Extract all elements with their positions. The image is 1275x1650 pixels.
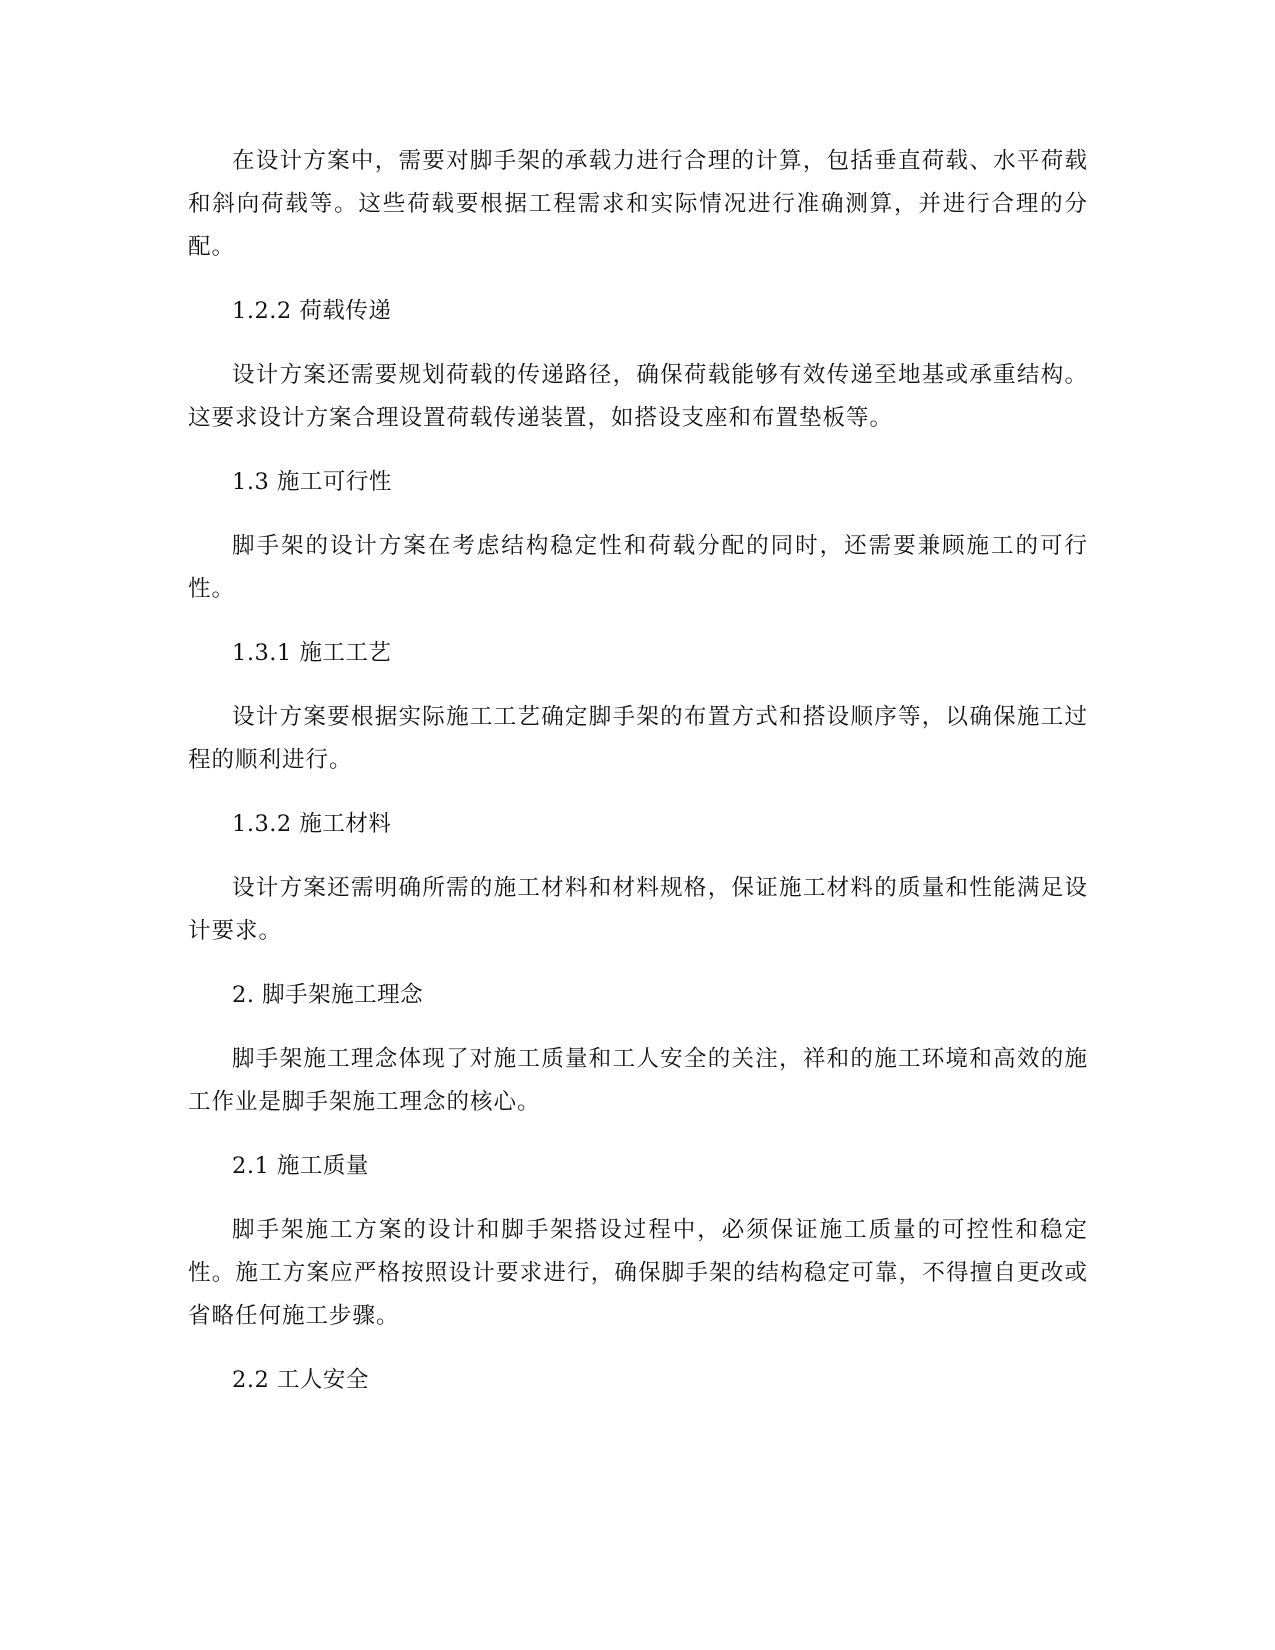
heading-1-3: 1.3 施工可行性	[232, 469, 392, 495]
heading-2-2: 2.2 工人安全	[232, 1367, 369, 1393]
paragraph-load-transfer: 设计方案还需要规划荷载的传递路径，确保荷载能够有效传递至地基或承重结构。这要求设计方案合理设置荷载传递装置，如搭设支座和布置垫板等。	[188, 362, 1088, 431]
heading-2-1: 2.1 施工质量	[232, 1153, 369, 1179]
heading-1-3-1: 1.3.1 施工工艺	[232, 640, 392, 666]
paragraph-feasibility: 脚手架的设计方案在考虑结构稳定性和荷载分配的同时，还需要兼顾施工的可行性。	[188, 533, 1088, 602]
paragraph-construction-process: 设计方案要根据实际施工工艺确定脚手架的布置方式和搭设顺序等，以确保施工过程的顺利进行。	[188, 704, 1088, 773]
heading-1-2-2: 1.2.2 荷载传递	[232, 298, 392, 324]
heading-1-3-2: 1.3.2 施工材料	[232, 811, 392, 837]
heading-2: 2. 脚手架施工理念	[232, 982, 424, 1008]
paragraph-construction-quality: 脚手架施工方案的设计和脚手架搭设过程中，必须保证施工质量的可控性和稳定性。施工方案应严格按照设计要求进行，确保脚手架的结构稳定可靠，不得擅自更改或省略任何施工步骤。	[188, 1217, 1088, 1329]
paragraph-construction-philosophy: 脚手架施工理念体现了对施工质量和工人安全的关注，祥和的施工环境和高效的施工作业是脚手架施工理念的核心。	[188, 1046, 1088, 1115]
document-page	[188, 140, 1088, 1423]
paragraph-load-calculation: 在设计方案中，需要对脚手架的承载力进行合理的计算，包括垂直荷载、水平荷载和斜向荷载等。这些荷载要根据工程需求和实际情况进行准确测算，并进行合理的分配。	[188, 148, 1088, 260]
paragraph-construction-materials: 设计方案还需明确所需的施工材料和材料规格，保证施工材料的质量和性能满足设计要求。	[188, 875, 1088, 944]
